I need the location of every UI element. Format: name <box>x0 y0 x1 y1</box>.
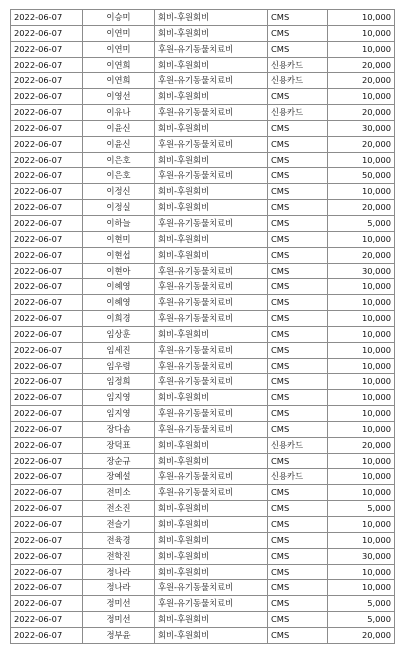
date-cell: 2022-06-07 <box>11 326 83 342</box>
amount-cell: 20,000 <box>328 57 395 73</box>
amount-cell: 10,000 <box>328 25 395 41</box>
table-row <box>11 263 395 279</box>
name-cell: 장순규 <box>83 453 155 469</box>
date-cell: 2022-06-07 <box>11 57 83 73</box>
amount-cell: 5,000 <box>328 215 395 231</box>
table-row <box>11 41 395 57</box>
table-row <box>11 200 395 216</box>
name-cell: 이정신 <box>83 184 155 200</box>
table-row <box>11 548 395 564</box>
category-cell: 후원-유기동물치료비 <box>155 342 268 358</box>
table-row <box>11 406 395 422</box>
category-cell: 회비-후원회비 <box>155 548 268 564</box>
name-cell: 이혜영 <box>83 279 155 295</box>
table-row <box>11 215 395 231</box>
name-cell: 이하늘 <box>83 215 155 231</box>
category-cell: 회비-후원회비 <box>155 517 268 533</box>
name-cell: 이연희 <box>83 73 155 89</box>
date-cell: 2022-06-07 <box>11 73 83 89</box>
category-cell: 후원-유기동물치료비 <box>155 358 268 374</box>
name-cell: 임지영 <box>83 406 155 422</box>
amount-cell: 20,000 <box>328 627 395 643</box>
amount-cell: 10,000 <box>328 89 395 105</box>
payment-method-cell: 신용카드 <box>268 57 328 73</box>
category-cell: 후원-유기동물치료비 <box>155 596 268 612</box>
payment-method-cell: CMS <box>268 548 328 564</box>
date-cell: 2022-06-07 <box>11 501 83 517</box>
name-cell: 이현섭 <box>83 247 155 263</box>
category-cell: 회비-후원회비 <box>155 25 268 41</box>
category-cell: 회비-후원회비 <box>155 453 268 469</box>
payment-method-cell: 신용카드 <box>268 469 328 485</box>
payment-method-cell: CMS <box>268 374 328 390</box>
amount-cell: 10,000 <box>328 532 395 548</box>
name-cell: 이혜영 <box>83 295 155 311</box>
payment-method-cell: CMS <box>268 295 328 311</box>
payment-method-cell: CMS <box>268 517 328 533</box>
category-cell: 후원-유기동물치료비 <box>155 105 268 121</box>
amount-cell: 10,000 <box>328 564 395 580</box>
date-cell: 2022-06-07 <box>11 532 83 548</box>
name-cell: 전학진 <box>83 548 155 564</box>
date-cell: 2022-06-07 <box>11 311 83 327</box>
amount-cell: 10,000 <box>328 374 395 390</box>
table-row <box>11 120 395 136</box>
name-cell: 전육경 <box>83 532 155 548</box>
table-row <box>11 421 395 437</box>
payment-method-cell: CMS <box>268 612 328 628</box>
amount-cell: 10,000 <box>328 390 395 406</box>
category-cell: 회비-후원회비 <box>155 10 268 26</box>
name-cell: 정미선 <box>83 596 155 612</box>
table-row <box>11 57 395 73</box>
date-cell: 2022-06-07 <box>11 421 83 437</box>
amount-cell: 20,000 <box>328 136 395 152</box>
table-row <box>11 437 395 453</box>
name-cell: 이연희 <box>83 57 155 73</box>
name-cell: 임세진 <box>83 342 155 358</box>
category-cell: 회비-후원회비 <box>155 152 268 168</box>
table-row <box>11 580 395 596</box>
payment-method-cell: CMS <box>268 152 328 168</box>
table-row <box>11 596 395 612</box>
name-cell: 이유나 <box>83 105 155 121</box>
category-cell: 회비-후원회비 <box>155 57 268 73</box>
name-cell: 이현아 <box>83 263 155 279</box>
category-cell: 후원-유기동물치료비 <box>155 485 268 501</box>
date-cell: 2022-06-07 <box>11 168 83 184</box>
amount-cell: 10,000 <box>328 326 395 342</box>
name-cell: 임상훈 <box>83 326 155 342</box>
category-cell: 회비-후원회비 <box>155 627 268 643</box>
table-row <box>11 152 395 168</box>
category-cell: 회비-후원회비 <box>155 120 268 136</box>
table-row <box>11 168 395 184</box>
name-cell: 이은호 <box>83 152 155 168</box>
date-cell: 2022-06-07 <box>11 215 83 231</box>
date-cell: 2022-06-07 <box>11 105 83 121</box>
name-cell: 전미소 <box>83 485 155 501</box>
payment-method-cell: CMS <box>268 10 328 26</box>
category-cell: 회비-후원회비 <box>155 390 268 406</box>
name-cell: 이은호 <box>83 168 155 184</box>
payment-method-cell: CMS <box>268 41 328 57</box>
payment-method-cell: CMS <box>268 215 328 231</box>
category-cell: 후원-유기동물치료비 <box>155 168 268 184</box>
amount-cell: 10,000 <box>328 469 395 485</box>
date-cell: 2022-06-07 <box>11 390 83 406</box>
amount-cell: 10,000 <box>328 485 395 501</box>
amount-cell: 10,000 <box>328 41 395 57</box>
table-row <box>11 105 395 121</box>
category-cell: 후원-유기동물치료비 <box>155 295 268 311</box>
category-cell: 회비-후원회비 <box>155 326 268 342</box>
payment-method-cell: CMS <box>268 200 328 216</box>
category-cell: 회비-후원회비 <box>155 437 268 453</box>
name-cell: 이정실 <box>83 200 155 216</box>
payment-method-cell: CMS <box>268 532 328 548</box>
date-cell: 2022-06-07 <box>11 152 83 168</box>
table-row <box>11 390 395 406</box>
date-cell: 2022-06-07 <box>11 453 83 469</box>
payment-method-cell: 신용카드 <box>268 437 328 453</box>
amount-cell: 10,000 <box>328 295 395 311</box>
date-cell: 2022-06-07 <box>11 89 83 105</box>
name-cell: 장덕표 <box>83 437 155 453</box>
name-cell: 임지영 <box>83 390 155 406</box>
date-cell: 2022-06-07 <box>11 564 83 580</box>
table-row <box>11 279 395 295</box>
amount-cell: 5,000 <box>328 612 395 628</box>
donation-table <box>10 9 395 644</box>
payment-method-cell: 신용카드 <box>268 105 328 121</box>
date-cell: 2022-06-07 <box>11 406 83 422</box>
category-cell: 후원-유기동물치료비 <box>155 580 268 596</box>
date-cell: 2022-06-07 <box>11 25 83 41</box>
payment-method-cell: CMS <box>268 342 328 358</box>
amount-cell: 5,000 <box>328 596 395 612</box>
date-cell: 2022-06-07 <box>11 485 83 501</box>
date-cell: 2022-06-07 <box>11 10 83 26</box>
amount-cell: 20,000 <box>328 200 395 216</box>
amount-cell: 20,000 <box>328 73 395 89</box>
category-cell: 후원-유기동물치료비 <box>155 311 268 327</box>
table-row <box>11 73 395 89</box>
amount-cell: 10,000 <box>328 358 395 374</box>
category-cell: 후원-유기동물치료비 <box>155 215 268 231</box>
name-cell: 이윤신 <box>83 136 155 152</box>
table-row <box>11 342 395 358</box>
table-row <box>11 136 395 152</box>
date-cell: 2022-06-07 <box>11 342 83 358</box>
name-cell: 임정희 <box>83 374 155 390</box>
payment-method-cell: CMS <box>268 25 328 41</box>
payment-method-cell: CMS <box>268 311 328 327</box>
category-cell: 후원-유기동물치료비 <box>155 41 268 57</box>
date-cell: 2022-06-07 <box>11 596 83 612</box>
name-cell: 이연미 <box>83 41 155 57</box>
payment-method-cell: CMS <box>268 326 328 342</box>
date-cell: 2022-06-07 <box>11 247 83 263</box>
category-cell: 후원-유기동물치료비 <box>155 421 268 437</box>
amount-cell: 20,000 <box>328 247 395 263</box>
table-row <box>11 10 395 26</box>
date-cell: 2022-06-07 <box>11 136 83 152</box>
amount-cell: 10,000 <box>328 453 395 469</box>
table-row <box>11 517 395 533</box>
date-cell: 2022-06-07 <box>11 627 83 643</box>
amount-cell: 10,000 <box>328 10 395 26</box>
category-cell: 회비-후원회비 <box>155 184 268 200</box>
payment-method-cell: CMS <box>268 184 328 200</box>
payment-method-cell: CMS <box>268 247 328 263</box>
name-cell: 이현미 <box>83 231 155 247</box>
date-cell: 2022-06-07 <box>11 184 83 200</box>
amount-cell: 30,000 <box>328 263 395 279</box>
category-cell: 회비-후원회비 <box>155 89 268 105</box>
category-cell: 후원-유기동물치료비 <box>155 73 268 89</box>
category-cell: 후원-유기동물치료비 <box>155 279 268 295</box>
name-cell: 이희경 <box>83 311 155 327</box>
date-cell: 2022-06-07 <box>11 295 83 311</box>
table-row <box>11 612 395 628</box>
name-cell: 정나라 <box>83 564 155 580</box>
payment-method-cell: CMS <box>268 564 328 580</box>
name-cell: 정미선 <box>83 612 155 628</box>
date-cell: 2022-06-07 <box>11 517 83 533</box>
category-cell: 후원-유기동물치료비 <box>155 263 268 279</box>
name-cell: 장예설 <box>83 469 155 485</box>
amount-cell: 10,000 <box>328 231 395 247</box>
name-cell: 이연미 <box>83 25 155 41</box>
payment-method-cell: CMS <box>268 421 328 437</box>
amount-cell: 10,000 <box>328 184 395 200</box>
payment-method-cell: 신용카드 <box>268 73 328 89</box>
date-cell: 2022-06-07 <box>11 200 83 216</box>
amount-cell: 50,000 <box>328 168 395 184</box>
amount-cell: 10,000 <box>328 517 395 533</box>
name-cell: 장다솜 <box>83 421 155 437</box>
amount-cell: 30,000 <box>328 120 395 136</box>
date-cell: 2022-06-07 <box>11 358 83 374</box>
table-row <box>11 326 395 342</box>
name-cell: 정나라 <box>83 580 155 596</box>
category-cell: 회비-후원회비 <box>155 501 268 517</box>
amount-cell: 10,000 <box>328 311 395 327</box>
date-cell: 2022-06-07 <box>11 548 83 564</box>
name-cell: 이영선 <box>83 89 155 105</box>
amount-cell: 10,000 <box>328 421 395 437</box>
table-row <box>11 247 395 263</box>
date-cell: 2022-06-07 <box>11 231 83 247</box>
date-cell: 2022-06-07 <box>11 120 83 136</box>
date-cell: 2022-06-07 <box>11 263 83 279</box>
table-row <box>11 627 395 643</box>
table-row <box>11 89 395 105</box>
amount-cell: 10,000 <box>328 342 395 358</box>
table-row <box>11 295 395 311</box>
category-cell: 회비-후원회비 <box>155 532 268 548</box>
amount-cell: 10,000 <box>328 580 395 596</box>
amount-cell: 10,000 <box>328 279 395 295</box>
date-cell: 2022-06-07 <box>11 279 83 295</box>
payment-method-cell: CMS <box>268 279 328 295</box>
name-cell: 임우령 <box>83 358 155 374</box>
date-cell: 2022-06-07 <box>11 374 83 390</box>
table-row <box>11 485 395 501</box>
name-cell: 전소진 <box>83 501 155 517</box>
amount-cell: 30,000 <box>328 548 395 564</box>
name-cell: 이승미 <box>83 10 155 26</box>
name-cell: 전슬기 <box>83 517 155 533</box>
payment-method-cell: CMS <box>268 358 328 374</box>
table-row <box>11 25 395 41</box>
payment-method-cell: CMS <box>268 89 328 105</box>
category-cell: 회비-후원회비 <box>155 247 268 263</box>
category-cell: 후원-유기동물치료비 <box>155 136 268 152</box>
payment-method-cell: CMS <box>268 627 328 643</box>
payment-method-cell: CMS <box>268 231 328 247</box>
table-row <box>11 532 395 548</box>
table-row <box>11 184 395 200</box>
table-row <box>11 358 395 374</box>
date-cell: 2022-06-07 <box>11 469 83 485</box>
payment-method-cell: CMS <box>268 580 328 596</box>
amount-cell: 10,000 <box>328 152 395 168</box>
table-row <box>11 469 395 485</box>
name-cell: 정부윤 <box>83 627 155 643</box>
category-cell: 후원-유기동물치료비 <box>155 469 268 485</box>
payment-method-cell: CMS <box>268 485 328 501</box>
category-cell: 회비-후원회비 <box>155 200 268 216</box>
table-row <box>11 501 395 517</box>
table-row <box>11 311 395 327</box>
payment-method-cell: CMS <box>268 263 328 279</box>
payment-method-cell: CMS <box>268 390 328 406</box>
date-cell: 2022-06-07 <box>11 612 83 628</box>
category-cell: 회비-후원회비 <box>155 564 268 580</box>
table-row <box>11 374 395 390</box>
amount-cell: 5,000 <box>328 501 395 517</box>
category-cell: 회비-후원회비 <box>155 612 268 628</box>
payment-method-cell: CMS <box>268 168 328 184</box>
payment-method-cell: CMS <box>268 136 328 152</box>
payment-method-cell: CMS <box>268 406 328 422</box>
category-cell: 후원-유기동물치료비 <box>155 406 268 422</box>
donation-table-body <box>11 10 395 644</box>
amount-cell: 20,000 <box>328 437 395 453</box>
table-row <box>11 564 395 580</box>
name-cell: 이윤신 <box>83 120 155 136</box>
category-cell: 회비-후원회비 <box>155 231 268 247</box>
payment-method-cell: CMS <box>268 120 328 136</box>
category-cell: 후원-유기동물치료비 <box>155 374 268 390</box>
payment-method-cell: CMS <box>268 453 328 469</box>
payment-method-cell: CMS <box>268 596 328 612</box>
amount-cell: 10,000 <box>328 406 395 422</box>
date-cell: 2022-06-07 <box>11 580 83 596</box>
date-cell: 2022-06-07 <box>11 41 83 57</box>
table-row <box>11 231 395 247</box>
amount-cell: 20,000 <box>328 105 395 121</box>
table-row <box>11 453 395 469</box>
date-cell: 2022-06-07 <box>11 437 83 453</box>
payment-method-cell: CMS <box>268 501 328 517</box>
